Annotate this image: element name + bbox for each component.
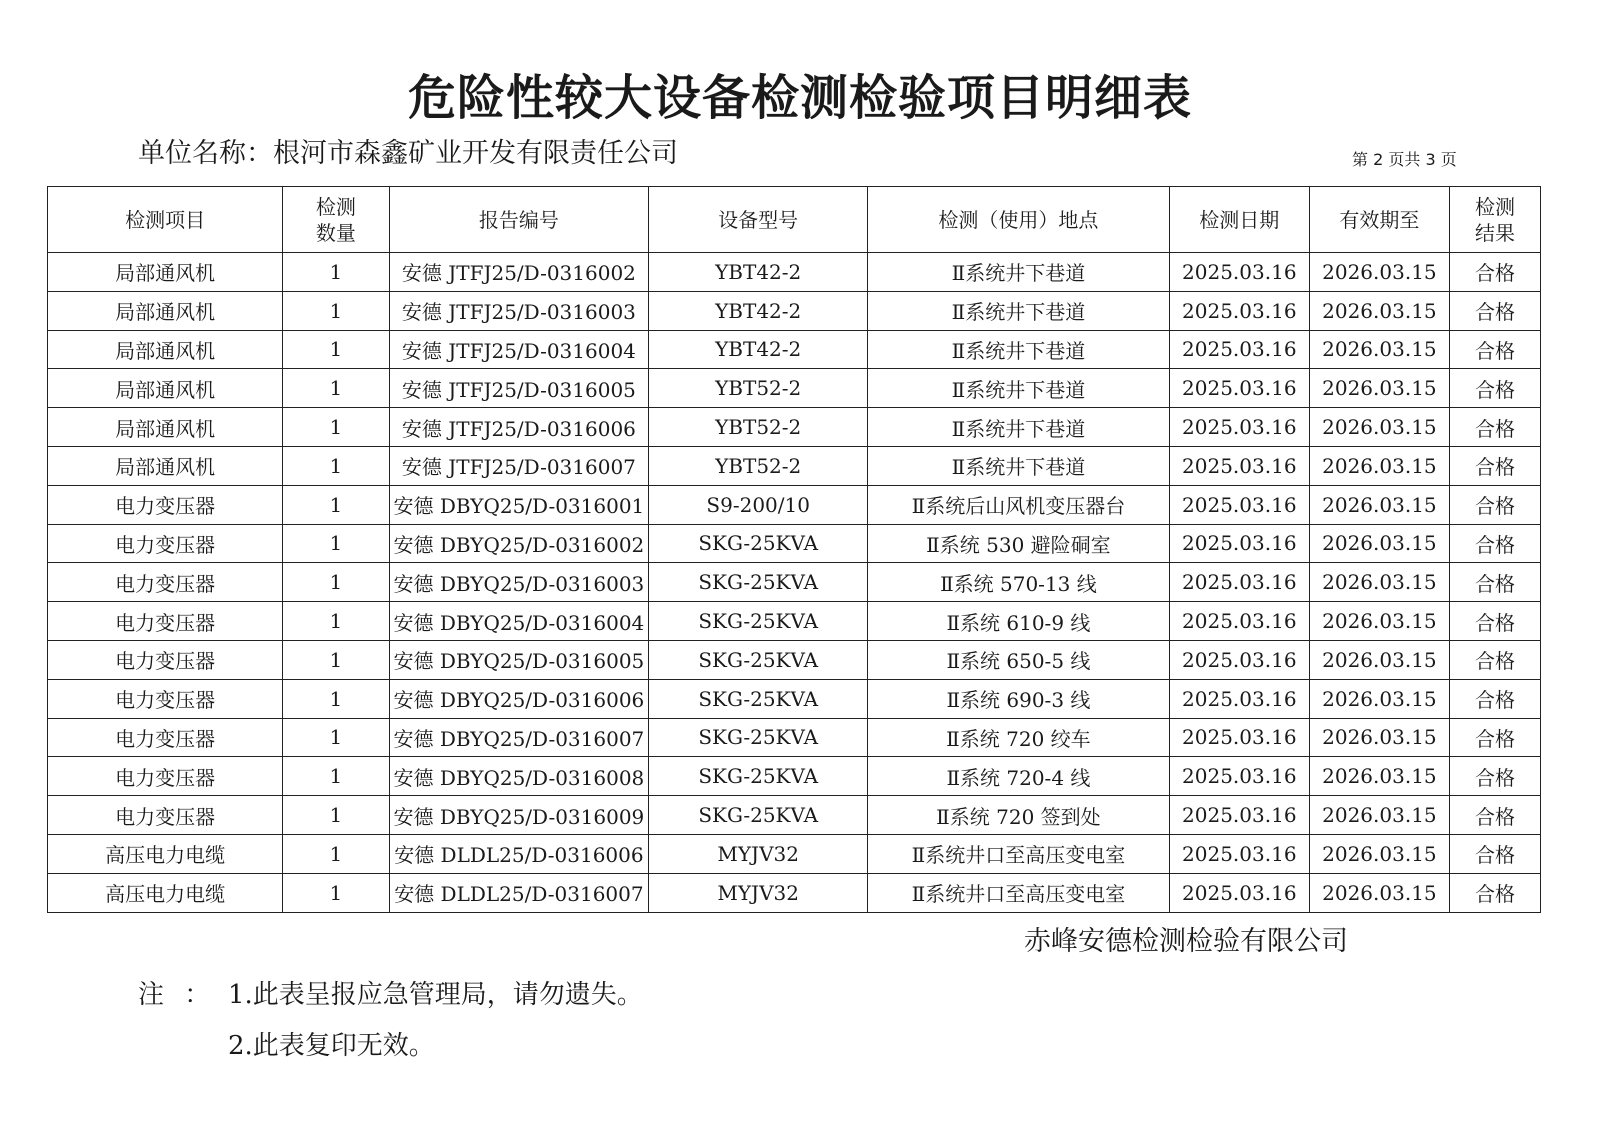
inspection-date-cell: 2025.03.16 bbox=[1169, 369, 1309, 408]
quantity-cell: 1 bbox=[283, 524, 389, 563]
report-number-cell: 安德 DBYQ25/D-0316008 bbox=[389, 757, 649, 796]
unit-name: 单位名称：根河市森鑫矿业开发有限责任公司 bbox=[138, 138, 678, 169]
table-row bbox=[48, 369, 1541, 408]
result-cell: 合格 bbox=[1449, 330, 1540, 369]
table-row bbox=[48, 679, 1541, 718]
header-cell bbox=[283, 187, 389, 253]
inspection-date-cell: 2025.03.16 bbox=[1169, 602, 1309, 641]
model-cell: SKG-25KVA bbox=[649, 757, 868, 796]
report-number-cell: 安德 JTFJ25/D-0316007 bbox=[389, 446, 649, 485]
table-row bbox=[48, 796, 1541, 835]
company-name: 赤峰安德检测检验有限公司 bbox=[1024, 926, 1348, 957]
report-number-cell: 安德 DBYQ25/D-0316003 bbox=[389, 563, 649, 602]
model-cell: SKG-25KVA bbox=[649, 563, 868, 602]
location-cell: Ⅱ系统井口至高压变电室 bbox=[868, 834, 1170, 873]
quantity-cell: 1 bbox=[283, 679, 389, 718]
report-number-cell: 安德 DBYQ25/D-0316005 bbox=[389, 640, 649, 679]
header-cell: 检测日期 bbox=[1169, 187, 1309, 253]
item-cell: 电力变压器 bbox=[48, 679, 283, 718]
inspection-date-cell: 2025.03.16 bbox=[1169, 834, 1309, 873]
inspection-date-cell: 2025.03.16 bbox=[1169, 640, 1309, 679]
note-label: 注 ： bbox=[138, 980, 217, 1010]
result-cell: 合格 bbox=[1449, 253, 1540, 292]
report-number-cell: 安德 JTFJ25/D-0316006 bbox=[389, 408, 649, 447]
model-cell: SKG-25KVA bbox=[649, 718, 868, 757]
location-cell: Ⅱ系统 530 避险硐室 bbox=[868, 524, 1170, 563]
valid-until-cell: 2026.03.15 bbox=[1309, 640, 1449, 679]
location-cell: Ⅱ系统井下巷道 bbox=[868, 408, 1170, 447]
valid-until-cell: 2026.03.15 bbox=[1309, 369, 1449, 408]
location-cell: Ⅱ系统 720 绞车 bbox=[868, 718, 1170, 757]
inspection-date-cell: 2025.03.16 bbox=[1169, 563, 1309, 602]
inspection-date-cell: 2025.03.16 bbox=[1169, 679, 1309, 718]
location-cell: Ⅱ系统 610-9 线 bbox=[868, 602, 1170, 641]
header-cell bbox=[1449, 187, 1540, 253]
quantity-cell: 1 bbox=[283, 485, 389, 524]
result-cell: 合格 bbox=[1449, 834, 1540, 873]
inspection-date-cell: 2025.03.16 bbox=[1169, 796, 1309, 835]
page-title: 危险性较大设备检测检验项目明细表 bbox=[407, 70, 1192, 126]
model-cell: SKG-25KVA bbox=[649, 524, 868, 563]
location-cell: Ⅱ系统井下巷道 bbox=[868, 369, 1170, 408]
inspection-date-cell: 2025.03.16 bbox=[1169, 524, 1309, 563]
quantity-cell: 1 bbox=[283, 757, 389, 796]
valid-until-cell: 2026.03.15 bbox=[1309, 679, 1449, 718]
item-cell: 电力变压器 bbox=[48, 485, 283, 524]
valid-until-cell: 2026.03.15 bbox=[1309, 602, 1449, 641]
valid-until-cell: 2026.03.15 bbox=[1309, 253, 1449, 292]
item-cell: 局部通风机 bbox=[48, 330, 283, 369]
valid-until-cell: 2026.03.15 bbox=[1309, 563, 1449, 602]
quantity-cell: 1 bbox=[283, 369, 389, 408]
quantity-cell: 1 bbox=[283, 330, 389, 369]
valid-until-cell: 2026.03.15 bbox=[1309, 796, 1449, 835]
item-cell: 局部通风机 bbox=[48, 369, 283, 408]
result-cell: 合格 bbox=[1449, 563, 1540, 602]
location-cell: Ⅱ系统 570-13 线 bbox=[868, 563, 1170, 602]
inspection-date-cell: 2025.03.16 bbox=[1169, 253, 1309, 292]
item-cell: 电力变压器 bbox=[48, 563, 283, 602]
inspection-date-cell: 2025.03.16 bbox=[1169, 873, 1309, 912]
model-cell: SKG-25KVA bbox=[649, 796, 868, 835]
location-cell: Ⅱ系统后山风机变压器台 bbox=[868, 485, 1170, 524]
result-cell: 合格 bbox=[1449, 640, 1540, 679]
item-cell: 局部通风机 bbox=[48, 253, 283, 292]
valid-until-cell: 2026.03.15 bbox=[1309, 718, 1449, 757]
inspection-table bbox=[47, 186, 1541, 913]
valid-until-cell: 2026.03.15 bbox=[1309, 757, 1449, 796]
location-cell: Ⅱ系统 720-4 线 bbox=[868, 757, 1170, 796]
model-cell: YBT42-2 bbox=[649, 291, 868, 330]
table-row bbox=[48, 446, 1541, 485]
report-number-cell: 安德 JTFJ25/D-0316003 bbox=[389, 291, 649, 330]
item-cell: 电力变压器 bbox=[48, 757, 283, 796]
result-cell: 合格 bbox=[1449, 291, 1540, 330]
location-cell: Ⅱ系统 720 签到处 bbox=[868, 796, 1170, 835]
valid-until-cell: 2026.03.15 bbox=[1309, 408, 1449, 447]
model-cell: YBT52-2 bbox=[649, 369, 868, 408]
header-row bbox=[48, 187, 1541, 253]
quantity-cell: 1 bbox=[283, 834, 389, 873]
model-cell: YBT52-2 bbox=[649, 446, 868, 485]
report-number-cell: 安德 DLDL25/D-0316007 bbox=[389, 873, 649, 912]
location-cell: Ⅱ系统 690-3 线 bbox=[868, 679, 1170, 718]
table-row bbox=[48, 834, 1541, 873]
item-cell: 电力变压器 bbox=[48, 718, 283, 757]
valid-until-cell: 2026.03.15 bbox=[1309, 524, 1449, 563]
result-cell: 合格 bbox=[1449, 718, 1540, 757]
inspection-date-cell: 2025.03.16 bbox=[1169, 330, 1309, 369]
table-row bbox=[48, 291, 1541, 330]
quantity-cell: 1 bbox=[283, 291, 389, 330]
item-cell: 局部通风机 bbox=[48, 446, 283, 485]
item-cell: 高压电力电缆 bbox=[48, 873, 283, 912]
location-cell: Ⅱ系统井下巷道 bbox=[868, 291, 1170, 330]
result-cell: 合格 bbox=[1449, 679, 1540, 718]
result-cell: 合格 bbox=[1449, 369, 1540, 408]
quantity-cell: 1 bbox=[283, 563, 389, 602]
header-cell: 报告编号 bbox=[389, 187, 649, 253]
result-cell: 合格 bbox=[1449, 485, 1540, 524]
report-number-cell: 安德 JTFJ25/D-0316005 bbox=[389, 369, 649, 408]
model-cell: SKG-25KVA bbox=[649, 640, 868, 679]
location-cell: Ⅱ系统井下巷道 bbox=[868, 253, 1170, 292]
model-cell: YBT42-2 bbox=[649, 253, 868, 292]
table-body bbox=[48, 253, 1541, 913]
table-row bbox=[48, 408, 1541, 447]
report-number-cell: 安德 DBYQ25/D-0316009 bbox=[389, 796, 649, 835]
table-row bbox=[48, 524, 1541, 563]
note-line: 1.此表呈报应急管理局，请勿遗失。 bbox=[228, 980, 643, 1010]
inspection-date-cell: 2025.03.16 bbox=[1169, 485, 1309, 524]
page-indicator: 第 2 页共 3 页 bbox=[1352, 150, 1457, 169]
table-row bbox=[48, 640, 1541, 679]
valid-until-cell: 2026.03.15 bbox=[1309, 873, 1449, 912]
quantity-cell: 1 bbox=[283, 640, 389, 679]
item-cell: 高压电力电缆 bbox=[48, 834, 283, 873]
report-number-cell: 安德 DBYQ25/D-0316007 bbox=[389, 718, 649, 757]
header-cell: 有效期至 bbox=[1309, 187, 1449, 253]
model-cell: MYJV32 bbox=[649, 834, 868, 873]
header-cell: 设备型号 bbox=[649, 187, 868, 253]
valid-until-cell: 2026.03.15 bbox=[1309, 446, 1449, 485]
quantity-cell: 1 bbox=[283, 446, 389, 485]
result-cell: 合格 bbox=[1449, 446, 1540, 485]
item-cell: 局部通风机 bbox=[48, 291, 283, 330]
quantity-cell: 1 bbox=[283, 408, 389, 447]
report-number-cell: 安德 DBYQ25/D-0316002 bbox=[389, 524, 649, 563]
header-cell-text: 检测 数量 bbox=[315, 194, 356, 245]
quantity-cell: 1 bbox=[283, 796, 389, 835]
item-cell: 电力变压器 bbox=[48, 796, 283, 835]
header-cell: 检测（使用）地点 bbox=[868, 187, 1170, 253]
item-cell: 局部通风机 bbox=[48, 408, 283, 447]
result-cell: 合格 bbox=[1449, 757, 1540, 796]
quantity-cell: 1 bbox=[283, 602, 389, 641]
report-number-cell: 安德 JTFJ25/D-0316004 bbox=[389, 330, 649, 369]
table-row bbox=[48, 718, 1541, 757]
quantity-cell: 1 bbox=[283, 253, 389, 292]
valid-until-cell: 2026.03.15 bbox=[1309, 291, 1449, 330]
table-row bbox=[48, 563, 1541, 602]
item-cell: 电力变压器 bbox=[48, 602, 283, 641]
model-cell: YBT42-2 bbox=[649, 330, 868, 369]
report-number-cell: 安德 DBYQ25/D-0316001 bbox=[389, 485, 649, 524]
model-cell: SKG-25KVA bbox=[649, 679, 868, 718]
table-row bbox=[48, 602, 1541, 641]
table-row bbox=[48, 873, 1541, 912]
item-cell: 电力变压器 bbox=[48, 640, 283, 679]
item-cell: 电力变压器 bbox=[48, 524, 283, 563]
inspection-date-cell: 2025.03.16 bbox=[1169, 446, 1309, 485]
header-cell: 检测项目 bbox=[48, 187, 283, 253]
report-number-cell: 安德 DBYQ25/D-0316004 bbox=[389, 602, 649, 641]
model-cell: MYJV32 bbox=[649, 873, 868, 912]
report-number-cell: 安德 DLDL25/D-0316006 bbox=[389, 834, 649, 873]
location-cell: Ⅱ系统井口至高压变电室 bbox=[868, 873, 1170, 912]
quantity-cell: 1 bbox=[283, 873, 389, 912]
report-number-cell: 安德 DBYQ25/D-0316006 bbox=[389, 679, 649, 718]
model-cell: YBT52-2 bbox=[649, 408, 868, 447]
table-row bbox=[48, 485, 1541, 524]
valid-until-cell: 2026.03.15 bbox=[1309, 330, 1449, 369]
table-row bbox=[48, 330, 1541, 369]
note-line: 2.此表复印无效。 bbox=[228, 1031, 435, 1061]
result-cell: 合格 bbox=[1449, 408, 1540, 447]
inspection-date-cell: 2025.03.16 bbox=[1169, 408, 1309, 447]
result-cell: 合格 bbox=[1449, 602, 1540, 641]
inspection-date-cell: 2025.03.16 bbox=[1169, 718, 1309, 757]
result-cell: 合格 bbox=[1449, 873, 1540, 912]
valid-until-cell: 2026.03.15 bbox=[1309, 834, 1449, 873]
table-row bbox=[48, 757, 1541, 796]
report-number-cell: 安德 JTFJ25/D-0316002 bbox=[389, 253, 649, 292]
quantity-cell: 1 bbox=[283, 718, 389, 757]
location-cell: Ⅱ系统 650-5 线 bbox=[868, 640, 1170, 679]
inspection-date-cell: 2025.03.16 bbox=[1169, 757, 1309, 796]
result-cell: 合格 bbox=[1449, 524, 1540, 563]
location-cell: Ⅱ系统井下巷道 bbox=[868, 330, 1170, 369]
table-row bbox=[48, 253, 1541, 292]
location-cell: Ⅱ系统井下巷道 bbox=[868, 446, 1170, 485]
model-cell: SKG-25KVA bbox=[649, 602, 868, 641]
inspection-date-cell: 2025.03.16 bbox=[1169, 291, 1309, 330]
valid-until-cell: 2026.03.15 bbox=[1309, 485, 1449, 524]
model-cell: S9-200/10 bbox=[649, 485, 868, 524]
result-cell: 合格 bbox=[1449, 796, 1540, 835]
header-cell-text: 检测 结果 bbox=[1474, 194, 1515, 245]
